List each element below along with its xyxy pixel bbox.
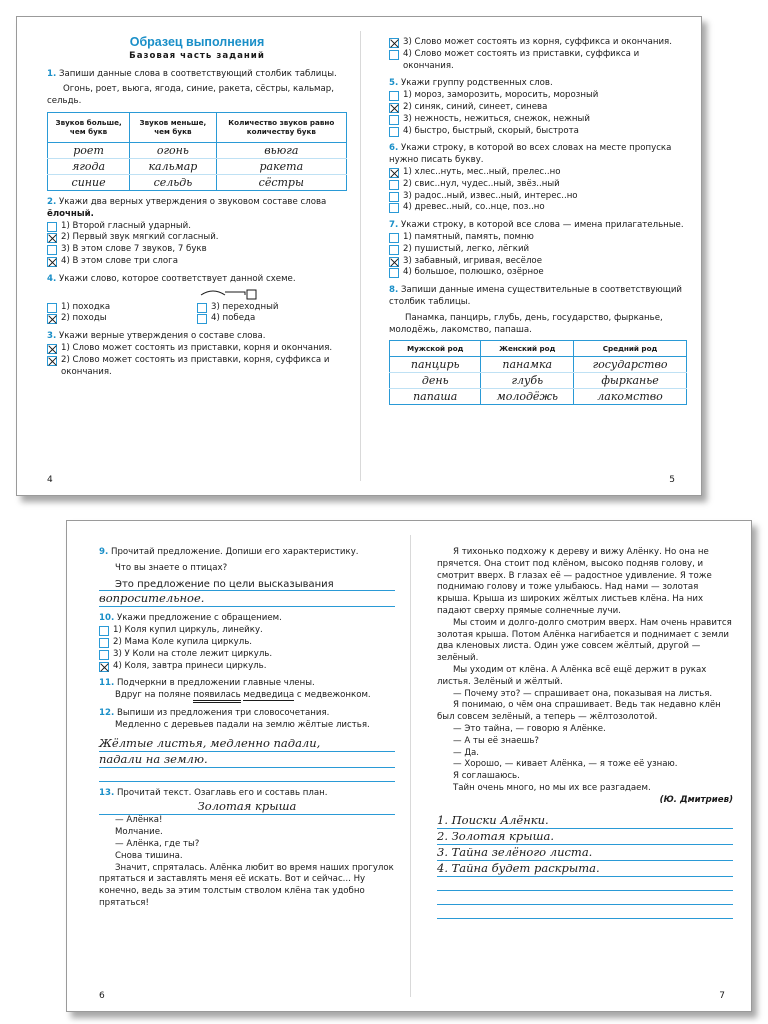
table-cell: день <box>390 373 481 389</box>
checkbox[interactable] <box>197 314 207 324</box>
option-row <box>389 90 687 102</box>
option-label: 2) Слово может состоять из приставки, корня, суффикса и окончания. <box>61 354 330 377</box>
page-5 <box>361 17 702 495</box>
text-paragraph: — Да. <box>453 747 480 758</box>
option-label: 1) памятный, память, помню <box>403 231 534 242</box>
option-row <box>389 191 687 203</box>
option-label: 1) хлес..нуть, мес..ный, прелес..но <box>403 166 561 177</box>
table-header: Звуков меньше, чем букв <box>130 112 216 142</box>
task-text: Прочитай предложение. Допиши его характеристику. <box>110 547 359 557</box>
task-text: Прочитай текст. Озаглавь его и составь план. <box>116 787 328 798</box>
section-subtitle: Базовая часть заданий <box>129 50 265 61</box>
text-paragraph: — А ты её знаешь? <box>453 735 539 746</box>
table-cell: сёстры <box>216 174 346 190</box>
checkbox-checked[interactable] <box>389 103 399 113</box>
task-text: Запиши данные слова в соответствующий столбик таблицы. <box>58 68 337 79</box>
task-text: Подчеркни в предложении главные члены. <box>116 678 315 689</box>
option-row <box>389 232 687 244</box>
text-paragraph: Мы стоим и долго-долго смотрим вверх. Нам очень нравится золотая крыша. Потом Алёнка нагибается и поднимает с земли два кленовых листа. Один уже совсем жёлтый, другой — зелёный. <box>437 617 732 664</box>
checkbox[interactable] <box>47 222 57 232</box>
option-row <box>99 661 395 673</box>
task-1 <box>47 69 347 81</box>
table-row <box>48 158 347 174</box>
task-number: 6. <box>389 143 399 154</box>
checkbox[interactable] <box>389 268 399 278</box>
option-label: 1) мороз, заморозить, моросить, морозный <box>403 90 599 101</box>
checkbox-checked[interactable] <box>47 233 57 243</box>
task-text: Укажи группу родственных слов. <box>400 78 553 89</box>
table-cell: молодёжь <box>481 389 574 405</box>
task-4-options <box>47 302 347 326</box>
task-5 <box>389 78 687 90</box>
table-cell: огонь <box>130 142 216 158</box>
table-cell: государство <box>574 357 687 373</box>
text-paragraph: — Это тайна, — говорю я Алёнке. <box>453 723 606 734</box>
table-cell: ягода <box>48 158 130 174</box>
page-7 <box>411 521 752 1011</box>
task-12 <box>99 708 395 720</box>
option-row <box>47 343 347 355</box>
task-9-answer-hand: вопросительное. <box>99 591 395 607</box>
option-row <box>47 302 197 314</box>
checkbox[interactable] <box>389 127 399 137</box>
table-cell: кальмар <box>130 158 216 174</box>
page-title: Образец выполнения <box>129 35 265 49</box>
page-number: 6 <box>99 991 105 1001</box>
task-word: ёлочный. <box>47 208 94 219</box>
task-number: 10. <box>99 613 115 624</box>
task-7 <box>389 220 687 232</box>
option-row <box>197 302 347 314</box>
task-text: Укажи строку, в которой во всех словах на месте пропуска нужно писать букву. <box>389 143 672 166</box>
plan-item: 2. Золотая крыша. <box>437 829 733 845</box>
checkbox-checked[interactable] <box>389 168 399 178</box>
checkbox[interactable] <box>197 303 207 313</box>
task-text: Укажи два верных утверждения о звуковом составе слова <box>58 196 327 207</box>
option-row <box>197 313 347 325</box>
task-text: Укажи предложение с обращением. <box>116 613 282 624</box>
plan-item: 4. Тайна будет раскрыта. <box>437 861 733 877</box>
text-paragraph: — Хорошо, — кивает Алёнка, — я тоже её узнаю. <box>453 759 678 770</box>
task-8-words: Панамка, панцирь, глубь, день, государство, фырканье, молодёжь, лакомство, папаша. <box>389 312 663 335</box>
checkbox[interactable] <box>389 233 399 243</box>
option-row <box>47 256 347 268</box>
option-row <box>389 126 687 138</box>
table-cell: панамка <box>481 357 574 373</box>
text-line: — Алёнка, где ты? <box>115 838 200 849</box>
table-cell: фырканье <box>574 373 687 389</box>
predicate-underlined: появилась <box>193 690 240 703</box>
plan-item: 3. Тайна зелёного листа. <box>437 845 733 861</box>
option-label: 1) Слово может состоять из приставки, корня и окончания. <box>61 342 333 353</box>
checkbox[interactable] <box>99 638 109 648</box>
option-label: 3) Слово может состоять из корня, суффикса и окончания. <box>403 37 672 47</box>
task-12-answer-line: падали на землю. <box>99 752 395 768</box>
checkbox-checked[interactable] <box>47 257 57 267</box>
checkbox-checked[interactable] <box>47 344 57 354</box>
spread-pages-4-5 <box>16 16 702 496</box>
option-label: 2) свис..нул, чудес..ный, звёз..ный <box>403 178 560 189</box>
text-line: — Алёнка! <box>115 815 163 826</box>
option-row <box>389 49 687 73</box>
answer-line-empty <box>99 768 395 782</box>
option-label: 3) У Коли на столе лежит циркуль. <box>113 648 273 659</box>
task-8-table <box>389 340 687 405</box>
option-row <box>47 232 347 244</box>
task-10 <box>99 613 395 625</box>
task-text: Укажи строку, в которой все слова — имена прилагательные. <box>400 220 684 231</box>
task-1-table <box>47 112 347 191</box>
option-label: 4) быстро, быстрый, скорый, быстрота <box>403 125 579 136</box>
table-row <box>390 373 687 389</box>
plan-lines <box>437 813 733 919</box>
task-1-words: Огонь, роет, вьюга, ягода, синие, ракета, сёстры, кальмар, сельдь. <box>47 84 334 107</box>
checkbox[interactable] <box>389 203 399 213</box>
checkbox[interactable] <box>389 245 399 255</box>
page-number: 5 <box>669 475 675 485</box>
task-number: 12. <box>99 707 115 718</box>
table-header: Звуков больше, чем букв <box>48 112 130 142</box>
option-label: 1) Второй гласный ударный. <box>61 220 191 231</box>
table-cell: ракета <box>216 158 346 174</box>
table-row <box>390 357 687 373</box>
task-number: 5. <box>389 78 399 89</box>
table-header: Средний род <box>574 341 687 357</box>
option-row <box>47 221 347 233</box>
checkbox[interactable] <box>389 192 399 202</box>
task-text: Выпиши из предложения три словосочетания. <box>116 707 330 718</box>
page-number: 4 <box>47 475 53 485</box>
sentence-part: с медвежонком. <box>296 690 371 701</box>
checkbox[interactable] <box>389 115 399 125</box>
task-9-answer-print: Это предложение по цели высказывания <box>99 579 395 592</box>
table-cell: роет <box>48 142 130 158</box>
checkbox[interactable] <box>99 650 109 660</box>
option-label: 3) В этом слове 7 звуков, 7 букв <box>61 244 207 255</box>
task-12-sentence: Медленно с деревьев падали на землю жёлтые листья. <box>115 719 370 730</box>
table-cell: сельдь <box>130 174 216 190</box>
checkbox-checked[interactable] <box>47 314 57 324</box>
checkbox[interactable] <box>99 626 109 636</box>
task-number: 13. <box>99 787 115 798</box>
subject-underlined: медведица <box>243 690 295 701</box>
table-row <box>390 389 687 405</box>
option-row <box>389 244 687 256</box>
option-row <box>47 355 347 379</box>
option-label: 2) Мама Коле купила циркуль. <box>113 636 253 647</box>
table-header: Женский род <box>481 341 574 357</box>
checkbox[interactable] <box>389 50 399 60</box>
option-row <box>389 267 687 279</box>
option-row <box>99 649 395 661</box>
text-paragraph: Значит, спряталась. Алёнка любит во время наших прогулок прятаться и заставлять меня её искать. Вот и сейчас... Ну конечно, ведь за этим толстым стволом клёна так удобно прятаться! <box>99 862 394 908</box>
checkbox[interactable] <box>389 180 399 190</box>
table-row <box>48 142 347 158</box>
option-row <box>389 179 687 191</box>
task-number: 9. <box>99 547 109 557</box>
text-line: Снова тишина. <box>115 850 183 861</box>
option-row <box>389 102 687 114</box>
checkbox-checked[interactable] <box>389 38 399 48</box>
task-8 <box>389 285 687 309</box>
author-signature: (Ю. Дмитриев) <box>659 794 733 805</box>
table-header: Количество звуков равно количеству букв <box>216 112 346 142</box>
task-2 <box>47 197 347 221</box>
table-cell: глубь <box>481 373 574 389</box>
option-label: 4) древес..ный, со..нце, поз..но <box>403 202 545 213</box>
text-paragraph: Я понимаю, о чём она спрашивает. Ведь так недавно клён был совсем зелёный, а теперь — жёлтозолотой. <box>437 700 721 723</box>
text-paragraph: Мы уходим от клёна. А Алёнка всё ещё держит в руках листья. Зелёный и жёлтый. <box>437 664 707 687</box>
option-row <box>99 625 395 637</box>
text-line: Молчание. <box>115 827 163 838</box>
page-6 <box>67 521 410 1011</box>
checkbox[interactable] <box>47 303 57 313</box>
answer-line-empty <box>437 891 733 905</box>
checkbox[interactable] <box>47 245 57 255</box>
option-row <box>389 167 687 179</box>
plan-item: 1. Поиски Алёнки. <box>437 813 733 829</box>
page-number: 7 <box>719 991 725 1001</box>
page-4 <box>17 17 360 495</box>
task-number: 11. <box>99 678 115 689</box>
option-row <box>389 114 687 126</box>
option-row <box>389 256 687 268</box>
morpheme-scheme-icon <box>197 286 267 302</box>
option-label: 1) походка <box>61 301 111 312</box>
task-text: Укажи слово, которое соответствует данной схеме. <box>58 273 296 284</box>
task-9 <box>99 547 395 559</box>
option-row <box>47 313 197 325</box>
task-text: Укажи верные утверждения о составе слова. <box>58 331 266 342</box>
task-number: 8. <box>389 285 399 296</box>
task-number: 2. <box>47 196 57 207</box>
task-13-title-hand: Золотая крыша <box>99 799 395 815</box>
option-label: 4) В этом слове три слога <box>61 255 178 266</box>
task-11 <box>99 678 395 690</box>
task-9-sentence: Что вы знаете о птицах? <box>115 562 228 573</box>
checkbox[interactable] <box>389 91 399 101</box>
option-row <box>389 37 687 49</box>
word-scheme <box>47 286 347 302</box>
option-row <box>47 244 347 256</box>
option-row <box>99 637 395 649</box>
option-label: 3) радос..ный, извес..ный, интерес..но <box>403 190 578 201</box>
option-label: 2) Первый звук мягкий согласный. <box>61 232 219 243</box>
option-label: 3) забавный, игривая, весёлое <box>403 255 542 266</box>
option-row <box>389 202 687 214</box>
text-paragraph: — Почему это? — спрашивает она, показывая на листья. <box>453 688 713 699</box>
task-11-sentence <box>99 690 395 702</box>
task-number: 7. <box>389 220 399 231</box>
table-header: Мужской род <box>390 341 481 357</box>
option-label: 4) Коля, завтра принеси циркуль. <box>113 660 267 671</box>
option-label: 4) победа <box>211 313 256 324</box>
task-number: 3. <box>47 331 57 342</box>
table-cell: панцирь <box>390 357 481 373</box>
task-4 <box>47 274 347 286</box>
option-label: 1) Коля купил циркуль, линейку. <box>113 625 263 636</box>
table-cell: синие <box>48 174 130 190</box>
task-13 <box>99 788 395 800</box>
spread-pages-6-7 <box>66 520 752 1012</box>
option-label: 3) переходный <box>211 301 279 312</box>
option-label: 2) пушистый, легко, лёгкий <box>403 243 530 254</box>
task-number: 1. <box>47 68 57 79</box>
option-label: 3) нежность, нежиться, снежок, нежный <box>403 113 590 124</box>
option-label: 2) походы <box>61 313 107 324</box>
answer-line-empty <box>437 905 733 919</box>
text-paragraph: Я тихонько подхожу к дереву и вижу Алёнку. Но она не прячется. Она стоит под клёном, высоко подняв голову, и смотрит вверх. В глазах её — радостное удивление. Я тоже поднимаю голову и тоже улыбаюсь. Над нами — золотая крыша. Крыша из широких жёлтых листьев клёна. На них падают сверху прямые солнечные лучи. <box>437 547 712 616</box>
sentence-part: Вдруг на поляне <box>115 690 191 701</box>
checkbox-checked[interactable] <box>99 662 109 672</box>
answer-line-empty <box>437 877 733 891</box>
table-row <box>48 174 347 190</box>
checkbox-checked[interactable] <box>389 257 399 267</box>
table-cell: лакомство <box>574 389 687 405</box>
table-cell: папаша <box>390 389 481 405</box>
checkbox-checked[interactable] <box>47 356 57 366</box>
task-6 <box>389 143 687 167</box>
task-12-answer-line: Жёлтые листья, медленно падали, <box>99 736 395 752</box>
option-label: 4) Слово может состоять из приставки, суффикса и окончания. <box>403 48 640 71</box>
text-paragraph: Я соглашаюсь. <box>453 771 520 782</box>
task-number: 4. <box>47 273 57 284</box>
option-label: 4) большое, полюшко, озёрное <box>403 267 544 278</box>
table-cell: вьюга <box>216 142 346 158</box>
task-3 <box>47 331 347 343</box>
option-label: 2) синяк, синий, синеет, синева <box>403 101 548 112</box>
text-paragraph: Тайн очень много, но мы их все разгадаем. <box>453 782 651 793</box>
task-text: Запиши данные имена существительные в соответствующий столбик таблицы. <box>389 285 682 307</box>
